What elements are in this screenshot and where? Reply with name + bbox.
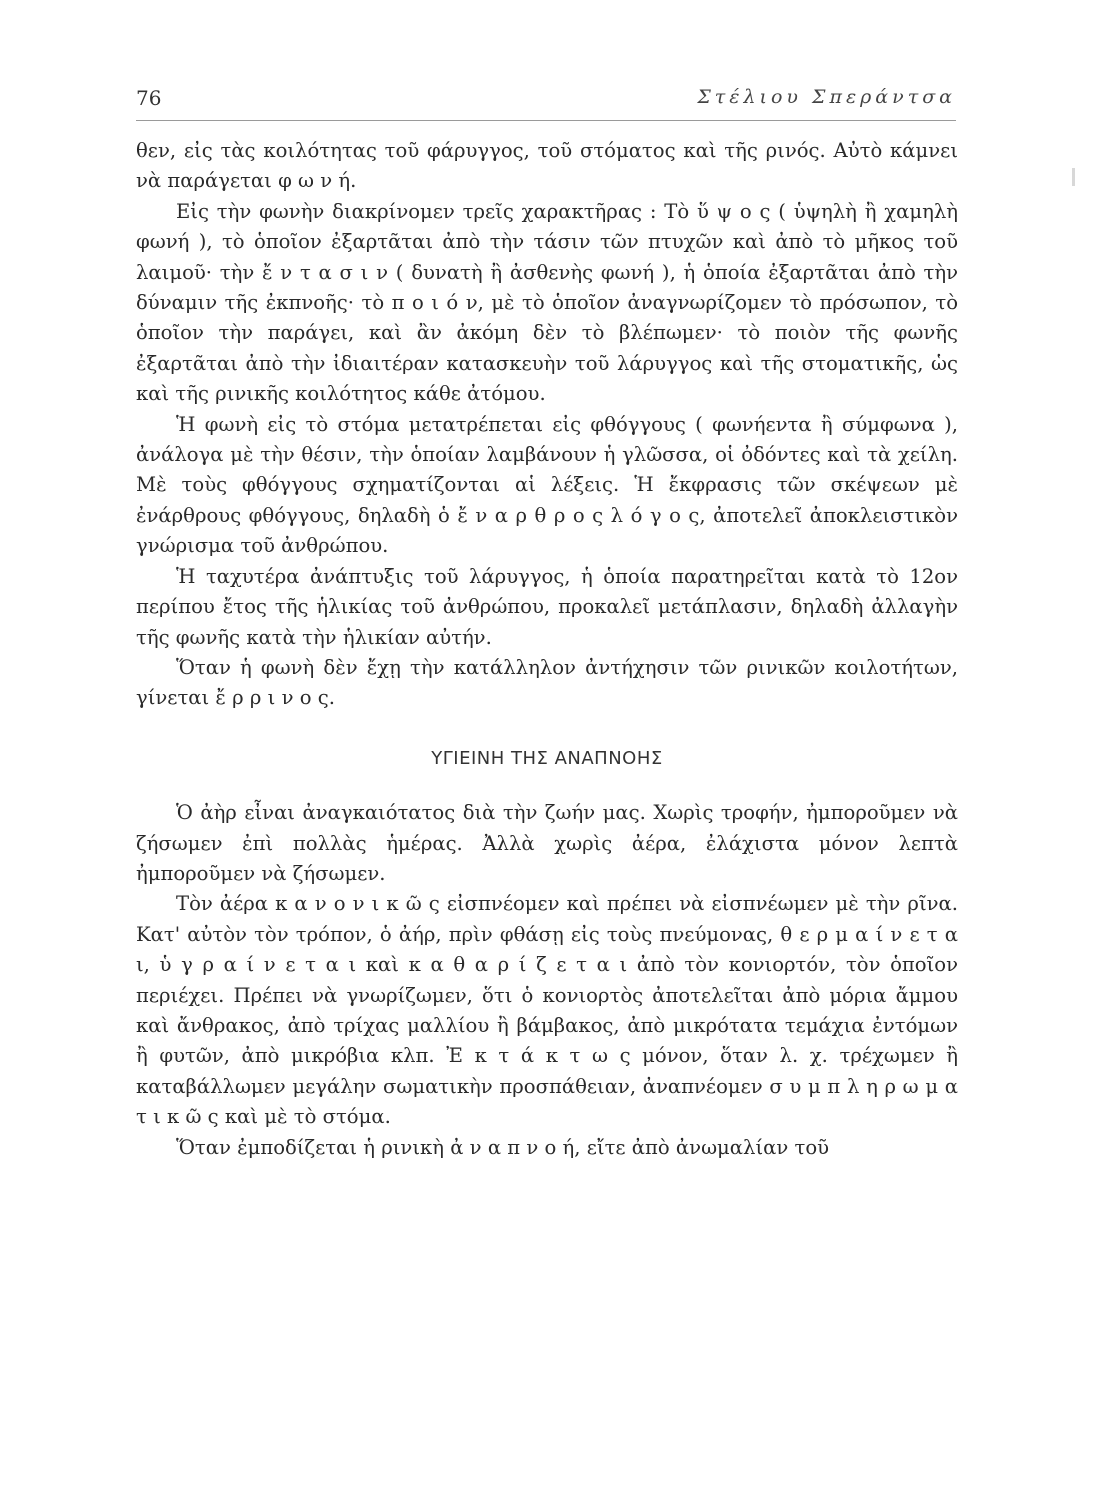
body-text xyxy=(136,136,958,1163)
margin-mark xyxy=(1072,168,1075,186)
page-number: 76 xyxy=(136,86,162,110)
paragraph: Ἡ φωνὴ εἰς τὸ στόμα μετατρέπεται εἰς φθόγγους ( φωνήεντα ἢ σύμφωνα ), ἀνάλογα μὲ τὴν θέσιν, τὴν ὁποίαν λαμβάνουν ἡ γλῶσσα, οἱ ὀδόντες καὶ τὰ χείλη. Μὲ τοὺς φθόγγους σχηματίζονται αἱ λέξεις. Ἡ ἔκφρασις τῶν σκέψεων μὲ ἐνάρθρους φθόγγους, δηλαδὴ ὁ ἔ ν α ρ θ ρ ο ς λ ό γ ο ς, ἀποτελεῖ ἀποκλειστικὸν γνώρισμα τοῦ ἀνθρώπου. xyxy=(136,412,958,558)
paragraph: Ὅταν ἐμποδίζεται ἡ ρινικὴ ἀ ν α π ν ο ή, εἴτε ἀπὸ ἀνωμαλίαν τοῦ xyxy=(176,1135,830,1159)
paragraph: θεν, εἰς τὰς κοιλότητας τοῦ φάρυγγος, τοῦ στόματος καὶ τῆς ρινός. Αὐτὸ κάμνει νὰ παράγεται φ ω ν ή. xyxy=(136,139,958,193)
header-rule xyxy=(136,120,956,121)
page-header xyxy=(136,84,956,120)
paragraph: Εἰς τὴν φωνὴν διακρίνομεν τρεῖς χαρακτῆρας : Τὸ ὕ ψ ο ς ( ὑψηλὴ ἢ χαμηλὴ φωνή ), τὸ ὁποῖον ἐξαρτᾶται ἀπὸ τὴν τάσιν τῶν πτυχῶν καὶ ἀπὸ τὸ μῆκος τοῦ λαιμοῦ· τὴν ἔ ν τ α σ ι ν ( δυνατὴ ἢ ἀσθενὴς φωνή ), ἡ ὁποία ἐξαρτᾶται ἀπὸ τὴν δύναμιν τῆς ἐκπνοῆς· τὸ π ο ι ό ν, μὲ τὸ ὁποῖον ἀναγνωρίζομεν τὸ πρόσωπον, τὸ ὁποῖον τὴν παράγει, καὶ ἂν ἀκόμη δὲν τὸ βλέπωμεν· τὸ ποιὸν τῆς φωνῆς ἐξαρτᾶται ἀπὸ τὴν ἰδιαιτέραν κατασκευὴν τοῦ λάρυγγος καὶ τῆς στοματικῆς, ὡς καὶ τῆς ρινικῆς κοιλότητος κάθε ἀτόμου. xyxy=(136,199,958,406)
section-title: ΥΓΙΕΙΝΗ ΤΗΣ ΑΝΑΠΝΟΗΣ xyxy=(431,747,663,769)
paragraph: Ἡ ταχυτέρα ἀνάπτυξις τοῦ λάρυγγος, ἡ ὁποία παρατηρεῖται κατὰ τὸ 12ον περίπου ἔτος τῆς ἡλικίας τοῦ ἀνθρώπου, προκαλεῖ μετάπλασιν, δηλαδὴ ἀλλαγὴν τῆς φωνῆς κατὰ τὴν ἡλικίαν αὐτήν. xyxy=(136,564,958,649)
paragraph: Τὸν ἀέρα κ α ν ο ν ι κ ῶ ς εἰσπνέομεν καὶ πρέπει νὰ εἰσπνέωμεν μὲ τὴν ρῖνα. Κατ' αὐτὸν τὸν τρόπον, ὁ ἀήρ, πρὶν φθάσῃ εἰς τοὺς πνεύμονας, θ ε ρ μ α ί ν ε τ α ι, ὑ γ ρ α ί ν ε τ α ι καὶ κ α θ α ρ ί ζ ε τ α ι ἀπὸ τὸν κονιορτόν, τὸν ὁποῖον περιέχει. Πρέπει νὰ γνωρίζωμεν, ὅτι ὁ κονιορτὸς ἀποτελεῖται ἀπὸ μόρια ἄμμου καὶ ἄνθρακος, ἀπὸ τρίχας μαλλίου ἢ βάμβακος, ἀπὸ μικρότατα τεμάχια ἐντόμων ἢ φυτῶν, ἀπὸ μικρόβια κλπ. Ἐ κ τ ά κ τ ω ς μόνον, ὅταν λ. χ. τρέχωμεν ἢ καταβάλλωμεν μεγάλην σωματικὴν προσπάθειαν, ἀναπνέομεν σ υ μ π λ η ρ ω μ α τ ι κ ῶ ς καὶ μὲ τὸ στόμα. xyxy=(136,892,958,1129)
running-head: Στέλιου Σπεράντσα xyxy=(697,86,956,108)
paragraph: Ὅταν ἡ φωνὴ δὲν ἔχῃ τὴν κατάλληλον ἀντήχησιν τῶν ρινικῶν κοιλοτήτων, γίνεται ἔ ρ ρ ι ν ο ς. xyxy=(136,655,958,710)
paragraph: Ὁ ἀὴρ εἶναι ἀναγκαιότατος διὰ τὴν ζωήν μας. Χωρὶς τροφήν, ἠμποροῦμεν νὰ ζήσωμεν ἐπὶ πολλὰς ἡμέρας. Ἀλλὰ χωρὶς ἀέρα, ἐλάχιστα μόνον λεπτὰ ἠμποροῦμεν νὰ ζήσωμεν. xyxy=(136,801,958,885)
